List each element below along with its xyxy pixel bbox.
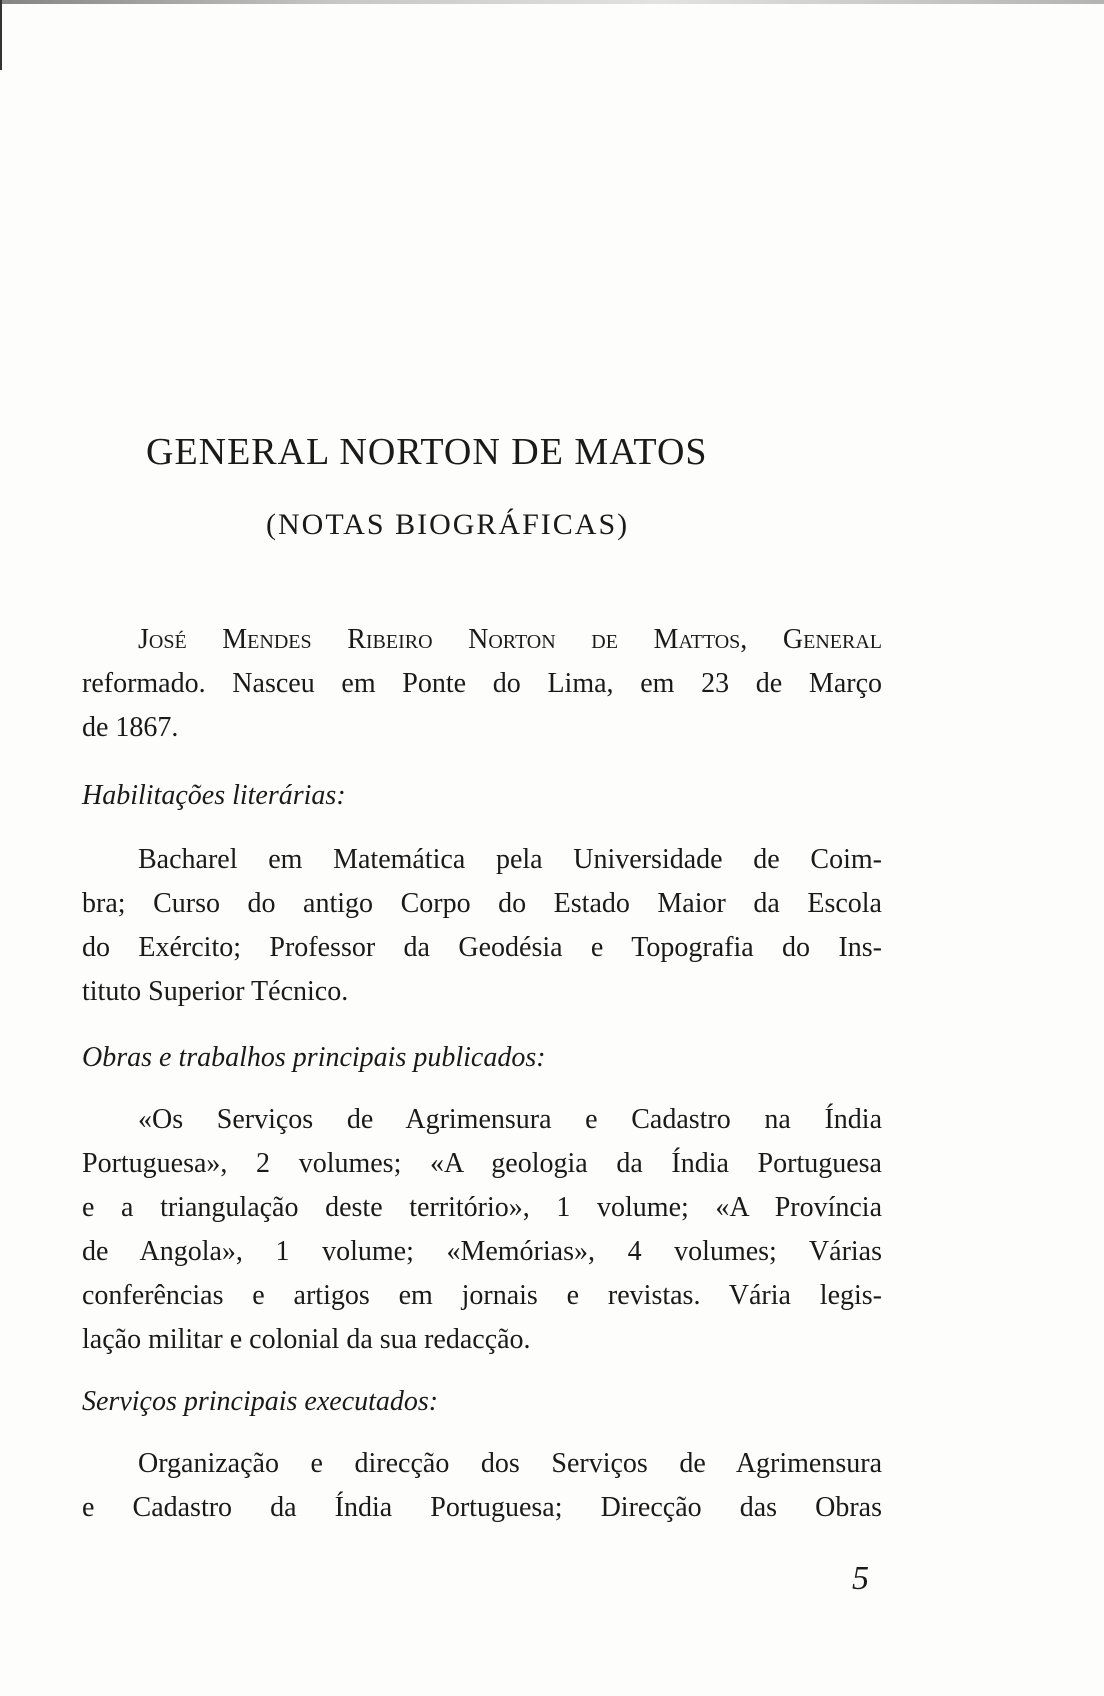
- paragraph-line: Portuguesa», 2 volumes; «A geologia da Índia Portuguesa: [82, 1148, 882, 1179]
- section-paragraph-habilitacoes: [82, 838, 882, 1014]
- paragraph-line: lação militar e colonial da sua redacção.: [82, 1324, 531, 1355]
- paragraph-line: do Exército; Professor da Geodésia e Topografia do Ins-: [82, 932, 882, 963]
- scan-edge-left: [0, 0, 2, 70]
- paragraph-line: conferências e artigos em jornais e revistas. Vária legis-: [82, 1280, 882, 1311]
- paragraph-line: e Cadastro da Índia Portuguesa; Direcção das Obras: [82, 1492, 882, 1523]
- paragraph-line: bra; Curso do antigo Corpo do Estado Maior da Escola: [82, 888, 882, 919]
- document-title: GENERAL NORTON DE MATOS: [146, 431, 708, 473]
- scan-edge-top: [0, 0, 1104, 4]
- section-heading-obras: Obras e trabalhos principais publicados:: [82, 1042, 546, 1073]
- paragraph-line: «Os Serviços de Agrimensura e Cadastro na Índia: [138, 1104, 882, 1135]
- section-heading-habilitacoes: Habilitações literárias:: [82, 780, 346, 811]
- paragraph-line: de Angola», 1 volume; «Memórias», 4 volumes; Várias: [82, 1236, 882, 1267]
- paragraph-line: tituto Superior Técnico.: [82, 976, 349, 1007]
- document-subtitle: (NOTAS BIOGRÁFICAS): [266, 508, 630, 541]
- section-heading-servicos: Serviços principais executados:: [82, 1386, 439, 1417]
- intro-line: de 1867.: [82, 712, 179, 743]
- paragraph-line: Bacharel em Matemática pela Universidade de Coim-: [138, 844, 882, 875]
- page-number: 5: [852, 1560, 869, 1597]
- section-paragraph-servicos: [82, 1442, 882, 1530]
- intro-paragraph: [82, 618, 882, 750]
- paragraph-line: Organização e direcção dos Serviços de Agrimensura: [138, 1448, 882, 1479]
- section-paragraph-obras: [82, 1098, 882, 1362]
- paragraph-line: e a triangulação deste território», 1 volume; «A Província: [82, 1192, 882, 1223]
- intro-line: reformado. Nasceu em Ponte do Lima, em 23 de Março: [82, 668, 882, 699]
- intro-line: José Mendes Ribeiro Norton de Mattos, General: [138, 624, 882, 655]
